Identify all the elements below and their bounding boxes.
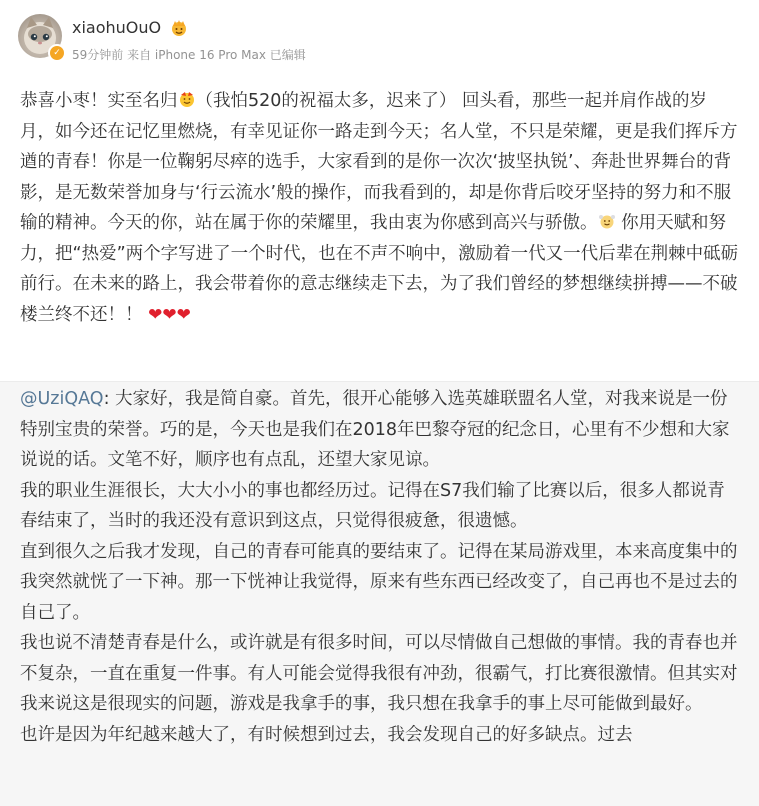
celebration-emoji-icon <box>178 91 196 110</box>
retweet-card[interactable] <box>0 381 759 806</box>
post-text-part3: 你用天赋和努力，把“热爱”两个字写进了一个时代，也在不声不响中，激励着一代又一代后辈在荆棘中砥砺前行。在未来的路上，我会带着你的意志继续走下去，为了我们曾经的梦想继续拼搏——不破楼兰终不还！！ <box>20 213 739 325</box>
username[interactable] <box>72 18 189 37</box>
heart-icon: ❤❤❤ <box>148 304 191 325</box>
cheering-emoji-icon <box>598 213 616 232</box>
retweet-paragraph-5: 也许是因为年纪越来越大了，有时候想到过去，我会发现自己的好多缺点。过去 <box>20 724 633 745</box>
username-text: xiaohuOuO <box>72 18 162 37</box>
retweet-paragraph-1: : 大家好，我是简自豪。首先，很开心能够入选英雄联盟名人堂，对我来说是一份特别宝贵的荣誉。巧的是，今天也是我们在2018年巴黎夺冠的纪念日，心里有不少想和大家说说的话。文笔不好，顺序也有点乱，还望大家见谅。 <box>20 389 730 470</box>
post-meta: 59分钟前 来自 iPhone 16 Pro Max 已编辑 <box>72 48 306 62</box>
retweet-paragraph-3: 直到很久之后我才发现，自己的青春可能真的要结束了。记得在某局游戏里，本来高度集中的我突然就恍了一下神。那一下恍神让我觉得，原来有些东西已经改变了，自己再也不是过去的自己了。 <box>20 541 738 623</box>
post-header <box>0 0 759 80</box>
crown-badge-icon[interactable] <box>169 19 189 37</box>
verified-badge: ✓ <box>48 44 66 62</box>
post-text-part1: 恭喜小枣！实至名归 <box>20 91 178 111</box>
retweet-paragraph-2: 我的职业生涯很长，大大小小的事也都经历过。记得在S7我们输了比赛以后，很多人都说青春结束了，当时的我还没有意识到这点，只觉得很疲惫，很遗憾。 <box>20 480 725 531</box>
retweet-text <box>20 382 739 750</box>
retweet-paragraph-4: 我也说不清楚青春是什么，或许就是有很多时间，可以尽情做自己想做的事情。我的青春也并不复杂，一直在重复一件事。有人可能会觉得我很有冲劲，很霸气，打比赛很激情。但其实对我来说这是很现实的问题，游戏是我拿手的事，我只想在我拿手的事上尽可能做到最好。 <box>20 633 738 714</box>
mention-link[interactable]: @UziQAQ <box>20 389 104 409</box>
post-text-part2: （我怕520的祝福太多，迟来了） 回头看，那些一起并肩作战的岁月，如今还在记忆里燃烧，有幸见证你一路走到今天；名人堂，不只是荣耀，更是我们挥斥方遒的青春！你是一位鞠躬尽瘁的选手，大家看到的是你一次次‘披坚执锐’、奔赴世界舞台的背影，是无数荣誉加身与‘行云流水’般的操作，而我看到的，却是你背后咬牙坚持的努力和不服输的精神。今天的你，站在属于你的荣耀里，我由衷为你感到高兴与骄傲。 <box>20 91 738 233</box>
post-text <box>0 80 759 362</box>
